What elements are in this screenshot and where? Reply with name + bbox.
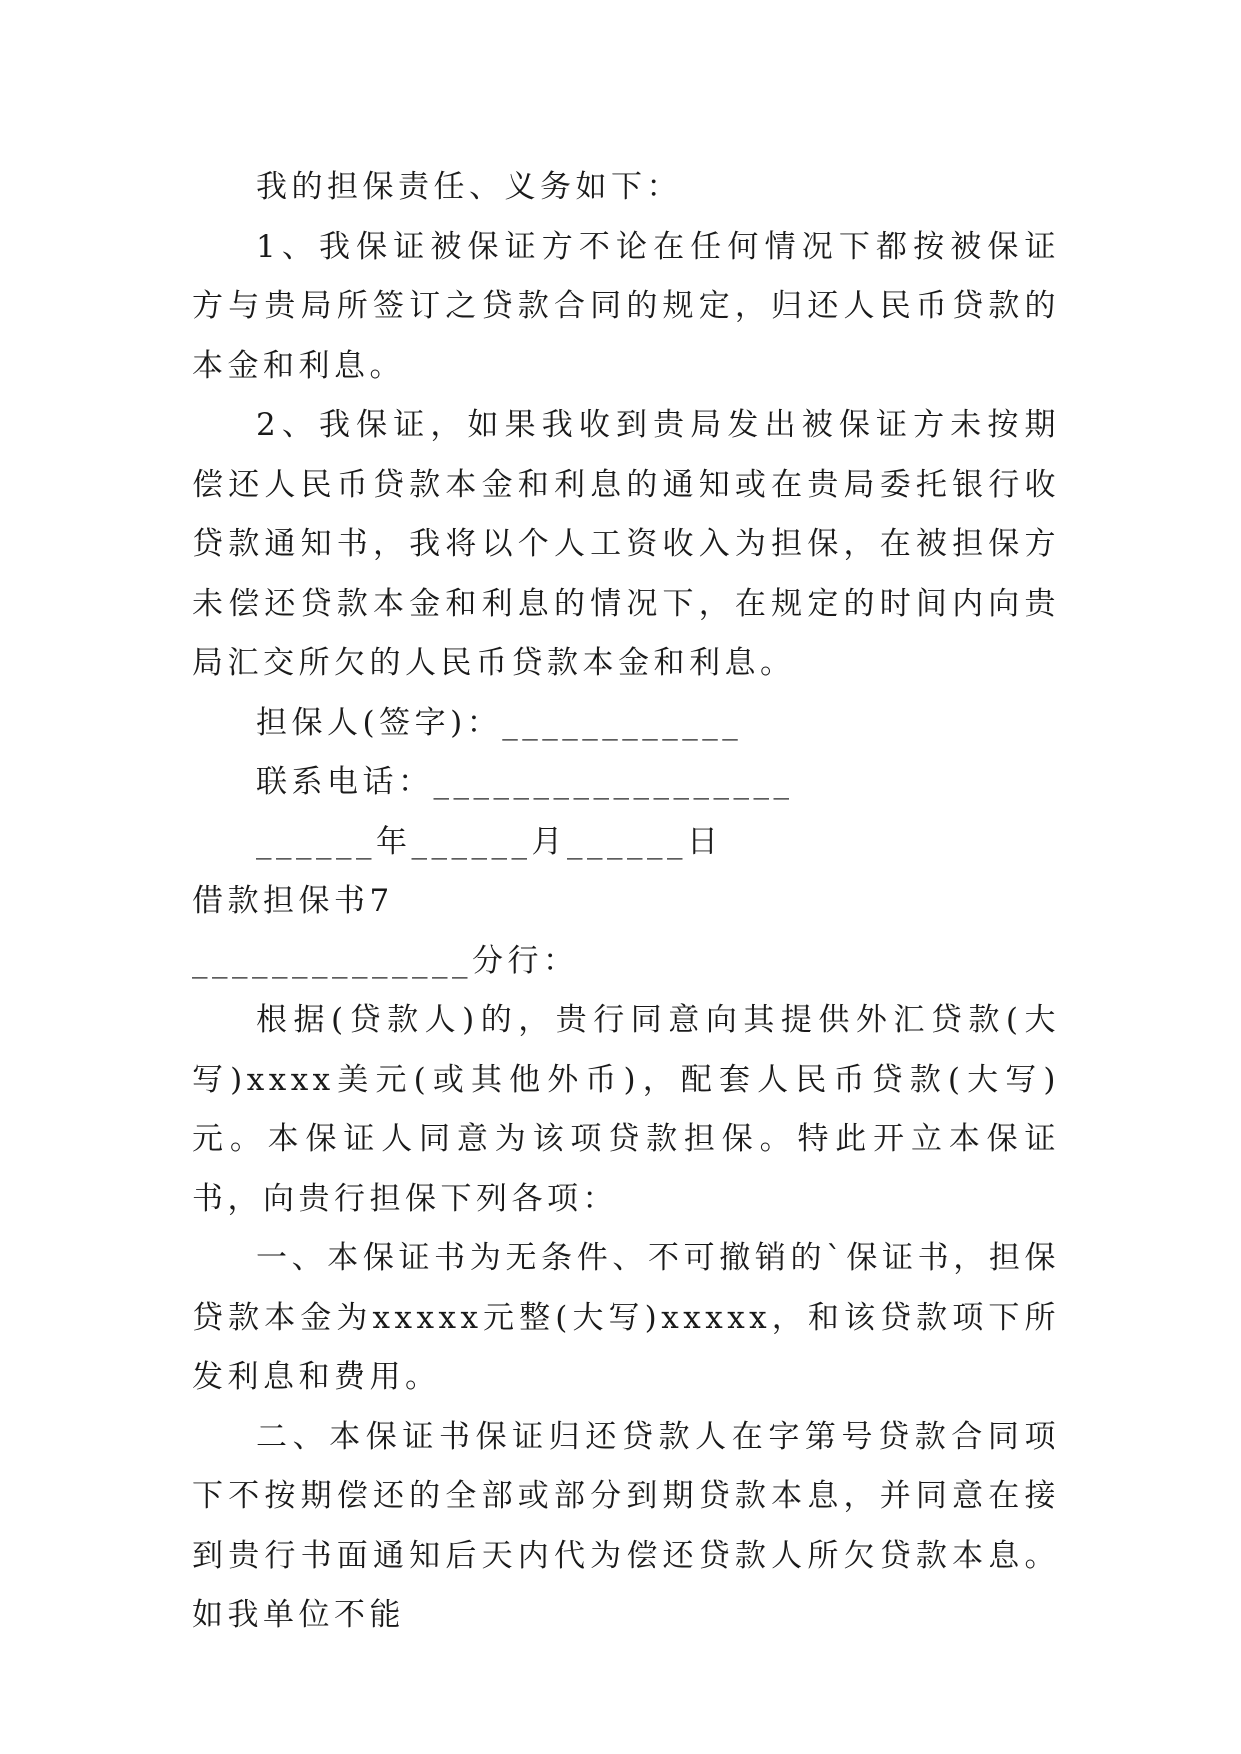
branch-line: ______________分行： [192, 942, 579, 979]
contact-phone-line: 联系电话：__________________ [256, 764, 794, 800]
intro-text: 我的担保责任、义务如下： [256, 169, 682, 205]
clause-2: 2、我保证，如果我收到贵局发出被保证方未按期偿还人民币贷款本金和利息的通知或在贵局委托银行收贷款通知书，我将以个人工资收入为担保，在被担保方未偿还贷款本金和利息的情况下，在规定的时间内向贵局汇交所欠的人民币贷款本金和利息。 [192, 407, 1060, 681]
guarantor-signature-line: 担保人(签字)：____________ [256, 704, 743, 741]
item-2: 二、本保证书保证归还贷款人在字第号贷款合同项下不按期偿还的全部或部分到期贷款本息，并同意在接到贵行书面通知后天内代为偿还贷款人所欠贷款本息。如我单位不能 [192, 1418, 1060, 1633]
date-line: ______年______月______日 [256, 823, 723, 860]
item-1: 一、本保证书为无条件、不可撤销的`保证书，担保贷款本金为xxxxx元整(大写)xxxxx，和该贷款项下所发利息和费用。 [192, 1240, 1060, 1395]
section-title: 借款担保书7 [192, 883, 394, 919]
clause-1: 1、我保证被保证方不论在任何情况下都按被保证方与贵局所签订之贷款合同的规定，归还人民币贷款的本金和利息。 [192, 228, 1060, 384]
document-page [192, 158, 1060, 1646]
body-paragraph-1: 根据(贷款人)的，贵行同意向其提供外汇贷款(大写)xxxx美元(或其他外币)，配套人民币贷款(大写)元。本保证人同意为该项贷款担保。特此开立本保证书，向贵行担保下列各项： [192, 1002, 1060, 1217]
